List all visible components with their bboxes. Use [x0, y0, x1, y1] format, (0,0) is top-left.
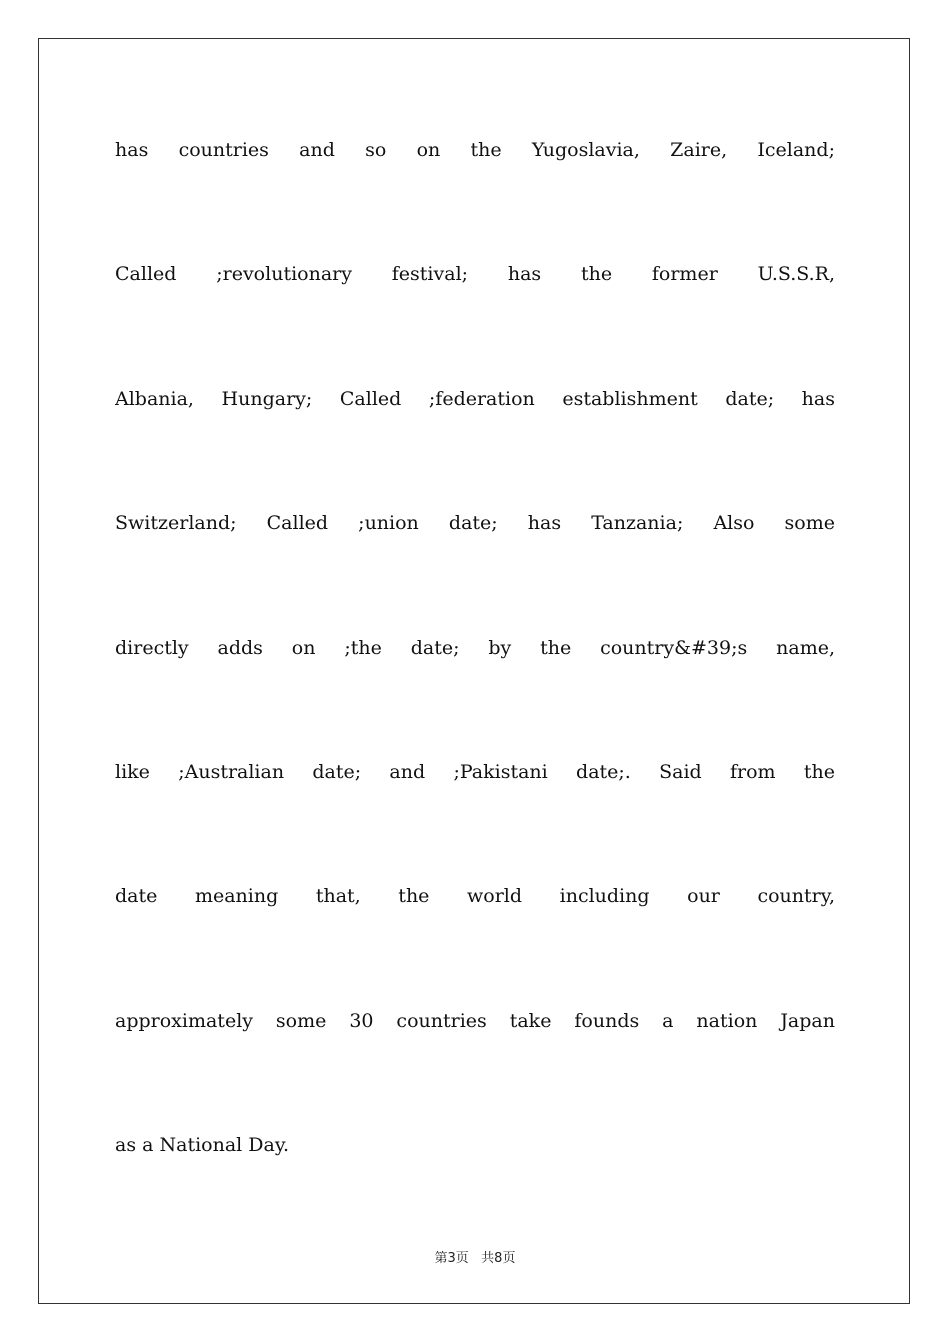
text-line-8: approximately some 30 countries take founds a nation Japan: [115, 1009, 835, 1032]
text-line-2: Called ;revolutionary festival; has the former U.S.S.R,: [115, 263, 835, 286]
text-line-1: has countries and so on the Yugoslavia, Zaire, Iceland;: [115, 139, 835, 161]
page-number-footer: 第3页 共8页: [434, 1251, 516, 1266]
text-line-7: date meaning that, the world including our country,: [115, 885, 835, 908]
text-line-4: Switzerland; Called ;union date; has Tanzania; Also some: [115, 512, 835, 535]
text-line-5: directly adds on ;the date; by the country&#39;s name,: [115, 636, 835, 659]
document-body: [115, 124, 835, 1244]
text-line-6: like ;Australian date; and ;Pakistani date;. Said from the: [115, 760, 835, 783]
text-line-9: as a National Day.: [115, 1134, 290, 1157]
text-line-3: Albania, Hungary; Called ;federation establishment date; has: [115, 387, 835, 410]
